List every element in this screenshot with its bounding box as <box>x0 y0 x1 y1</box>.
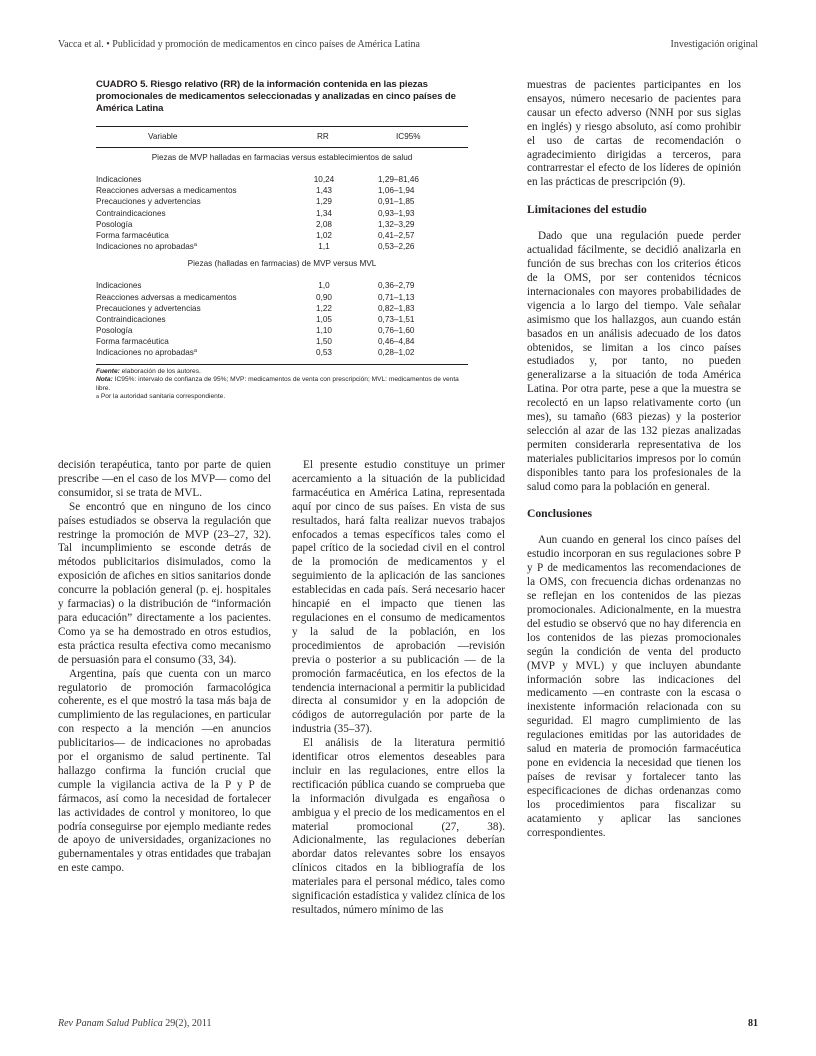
journal-issue: 29(2), 2011 <box>162 1018 212 1029</box>
table-row: Indicaciones 1,0 0,36–2,79 <box>96 281 415 291</box>
table-row: Contraindicaciones 1,05 0,73–1,51 <box>96 314 415 324</box>
header-variable: Variable <box>148 132 178 141</box>
table-row: Indicaciones no aprobadas$^a$ 0,53 0,28–1,02 <box>96 348 415 358</box>
body-column-1 <box>58 459 271 876</box>
paragraph: Argentina, país que cuenta con un marco regulatorio de promoción farmacológica coherente, es el que mostró la tasa más baja de cumplimiento de las regulaciones, en particular con respecto a la mención —en anuncios publicitarios— de indicaciones no aprobadas por el organismo de salud pertinente. Tal hallazgo confirma la función crucial que cumple la vigilancia activa de la P y P de fármacos, así como la necesidad de fortalecer las actividades de control y monitoreo, lo que podría conseguirse por ejemplo mediante redes de apoyo de universidades, organizaciones no gubernamentales y otras entidades que trabajan en este campo. <box>58 667 271 875</box>
paragraph: Dado que una regulación puede perder actualidad fácilmente, se decidió analizarla en función de sus brechas con los criterios éticos de la OMS, por ser contenidos técnicos internacionales con mayores probabilidades de vigencia a lo largo del tiempo. Vale señalar asimismo que los hallazgos, aun cuando están basados en un análisis adecuado de los datos obtenidos, se limitan a los cinco países estudiados y, por tanto, no pueden generalizarse a la situación de toda América Latina. Por otra parte, pese a que la muestra se recolectó en un lapso relativamente corto (un mes), su tamaño (683 piezas) y la posterior selección al azar de las 132 piezas analizadas permiten considerarla representativa de los materiales publicitarios impresos por lo común disponibles tanto para los profesionales de la salud como para la población en general. <box>527 230 741 493</box>
table-row: Contraindicaciones 1,34 0,93–1,93 <box>96 208 415 218</box>
table-row: Reacciones adversas a medicamentos 0,90 0,71–1,13 <box>96 292 415 302</box>
table-title: CUADRO 5. Riesgo relativo (RR) de la información contenida en las piezas promocionales de medicamentos seleccionadas y analizadas en cinco países de América Latina <box>96 79 456 114</box>
table-row: Indicaciones 10,24 1,29–81,46 <box>96 175 419 184</box>
table-source: Fuente: elaboración de los autores. <box>96 367 201 375</box>
table-section-label: Piezas (halladas en farmacias) de MVP versus MVL <box>187 259 377 269</box>
journal-name: Rev Panam Salud Publica <box>58 1018 163 1029</box>
paragraph: muestras de pacientes participantes en los ensayos, número necesario de pacientes para causar un efecto adverso (NNH por sus siglas en inglés) y riesgo absoluto, así como prohibir el uso de cartas de recomendación o agradecimiento dirigidas a terceros, para contrarrestar el efecto de los líderes de opinión en las prácticas de prescripción (9). <box>527 79 741 189</box>
body-column-3 <box>527 79 741 840</box>
footer-citation <box>58 1018 212 1029</box>
footnote-marker: a <box>193 242 197 249</box>
header-rr: RR <box>317 132 329 141</box>
table-section-rows <box>96 280 468 358</box>
running-head-title: Vacca et al. • Publicidad y promoción de medicamentos en cinco países de América Latina <box>58 39 420 50</box>
table-row: Forma farmacéutica 1,50 0,46–4,84 <box>96 337 415 347</box>
running-head <box>58 39 758 53</box>
table-cuadro-5 <box>96 79 468 402</box>
paragraph: El análisis de la literatura permitió identificar otros elementos deseables para incluir en las regulaciones, entre ellos la rectificación pública cuando se comprueba que la información divulgada es engañosa o ambigua y el precio de los medicamentos en el material promocional (27, 38). Adicionalmente, las regulaciones deberían abordar datos relevantes sobre los ensayos clínicos citados en la bibliografía de los materiales para el personal médico, tales como significación estadística y validez clínica de los resultados, número mínimo de las <box>292 737 505 916</box>
page-number: 81 <box>748 1018 758 1029</box>
paragraph: decisión terapéutica, tanto por parte de quien prescribe —en el caso de los MVP— como del consumidor, si se trata de MVL. <box>58 459 271 499</box>
table-section-rows <box>96 174 468 252</box>
section-heading-limitaciones: Limitaciones del estudio <box>527 203 647 217</box>
table-footnote: $^a$ Por la autoridad sanitaria correspondiente. <box>96 393 226 401</box>
table-header-row <box>96 126 468 148</box>
paragraph: Se encontró que en ninguno de los cinco países estudiados se observa la regulación que restringe la promoción de MVP (23–27, 32). Tal incumplimiento se esconde detrás de métodos publicitarios disimulados, como la exposición de afiches en sitios sanitarios donde concurre la población general (p. ej. hospitales y farmacias) o la distribución de “información para educación” directamente a los pacientes. Como ya se ha demostrado en otros estudios, esta práctica resulta efectiva como mecanismo de persuasión para el consumo (33, 34). <box>58 500 271 666</box>
paragraph: El presente estudio constituye un primer acercamiento a la situación de la publicidad farmacéutica en América Latina, representada aquí por cinco de sus países. En vista de sus resultados, hará falta realizar nuevos trabajos enfocados a temas específicos tales como el papel crítico de la sociedad civil en el control de la promoción de medicamentos y el seguimiento de la aplicación de las sanciones establecidas en cada país. Será necesario hacer hincapié en el impacto que tienen las regulaciones en el consumo de medicamentos y la salud de la población, en los procedimientos de aprobación —revisión previa o posterior a su publicación — de la promoción farmacéutica, en los efectos de la tendencia internacional a permitir la publicidad directa al consumidor y en la adopción de códigos de autorregulación por parte de la industria (35–37). <box>292 459 505 736</box>
table-note: Nota: IC95%: intervalo de confianza de 95%; MVP: medicamentos de venta con prescripción; MVL: medicamentos de venta libre. <box>96 376 459 392</box>
table-section-label: Piezas de MVP halladas en farmacias versus establecimientos de salud <box>151 153 413 162</box>
paragraph: Aun cuando en general los cinco países del estudio incorporan en sus regulaciones sobre P y P de medicamentos las recomendaciones de la OMS, con frecuencia dichas ordenanzas no se reflejan en los contenidos de las piezas promocionales. Adicionalmente, en la muestra del estudio se observó que no hay diferencia en los contenidos de las piezas promocionales según la condición de venta del producto (MVP y MVL) y que incluyen abundante información sobre las indicaciones del medicamento —en contraste con la escasa o inexistente información relacionada con su seguridad. El magro cumplimiento de las regulaciones emitidas por las autoridades de salud en materia de promoción farmacéutica pone en evidencia la necesidad que tienen los países de revisar y fortalecer tanto las especificaciones de dichas ordenanzas como los procedimientos para fiscalizar su acatamiento y aplicar las sanciones correspondientes. <box>527 534 741 839</box>
footnote-marker: a <box>193 348 197 355</box>
table-row: Posología 2,08 1,32–3,29 <box>96 219 415 229</box>
table-notes <box>96 364 468 402</box>
running-head-section: Investigación original <box>670 39 758 50</box>
table-row: Precauciones y advertencias 1,22 0,82–1,83 <box>96 303 415 313</box>
header-ic95: IC95% <box>396 132 421 141</box>
table-row: Reacciones adversas a medicamentos 1,43 1,06–1,94 <box>96 186 415 196</box>
table-row: Precauciones y advertencias 1,29 0,91–1,85 <box>96 197 415 207</box>
section-heading-conclusiones: Conclusiones <box>527 507 593 521</box>
table-row: Posología 1,10 0,76–1,60 <box>96 326 415 336</box>
table-row: Indicaciones no aprobadas$^a$ 1,1 0,53–2,26 <box>96 242 415 252</box>
table-row: Forma farmacéutica 1,02 0,41–2,57 <box>96 230 415 240</box>
body-column-2 <box>292 459 505 918</box>
